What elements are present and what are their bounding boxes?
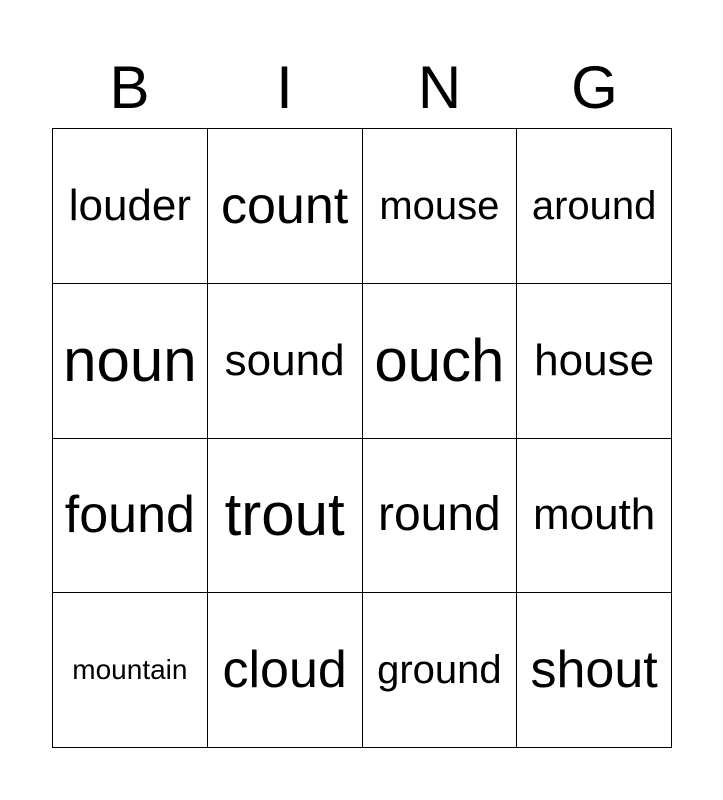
bingo-cell <box>208 284 363 439</box>
bingo-cell <box>53 593 208 748</box>
bingo-cell <box>363 439 518 594</box>
cell-word: found <box>64 486 195 545</box>
header-letter-n: N <box>417 54 462 121</box>
bingo-cell <box>363 593 518 748</box>
cell-word: around <box>531 183 657 228</box>
cell-word: trout <box>224 481 345 549</box>
cell-word: shout <box>530 641 658 700</box>
bingo-header <box>52 48 672 128</box>
bingo-cell <box>208 439 363 594</box>
header-letter-i: I <box>276 54 293 121</box>
cell-word: house <box>534 335 655 385</box>
bingo-cell <box>517 593 672 748</box>
header-letter-g: G <box>571 54 618 121</box>
bingo-grid <box>52 128 672 748</box>
bingo-cell <box>208 129 363 284</box>
cell-word: count <box>221 176 349 235</box>
cell-word: round <box>377 488 501 542</box>
bingo-cell <box>517 284 672 439</box>
cell-word: mouth <box>532 490 656 540</box>
cell-word: louder <box>68 180 192 230</box>
cell-word: sound <box>224 335 345 385</box>
bingo-cell <box>363 129 518 284</box>
bingo-cell <box>363 284 518 439</box>
bingo-cell <box>53 129 208 284</box>
bingo-cell <box>517 439 672 594</box>
cell-word: noun <box>63 326 197 394</box>
cell-word: ouch <box>374 326 505 394</box>
cell-word: mountain <box>72 654 188 686</box>
cell-word: mouse <box>379 183 500 228</box>
bingo-cell <box>517 129 672 284</box>
cell-word: ground <box>377 648 502 693</box>
cell-word: cloud <box>222 641 347 700</box>
bingo-cell <box>208 593 363 748</box>
bingo-cell <box>53 284 208 439</box>
header-letter-b: B <box>109 54 150 121</box>
bingo-cell <box>53 439 208 594</box>
